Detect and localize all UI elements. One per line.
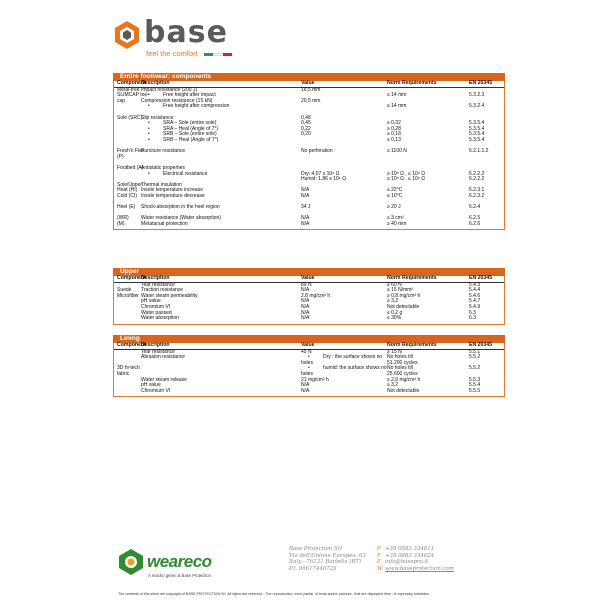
phone-number: +39 0883 334811: [385, 546, 435, 552]
table-cell: Footbed (A): [117, 164, 144, 171]
table-cell: 6.2.3.2: [469, 192, 485, 199]
column-header: Component: [117, 342, 146, 348]
table-cell: Traction resistance: [141, 287, 184, 294]
table-cell: 6.2.1.1.2: [469, 148, 489, 155]
table-cell: 5.5.5: [469, 387, 481, 394]
column-header: Norm Requirements: [387, 80, 437, 86]
table-cell: ≥ 40 mm: [387, 220, 407, 227]
table-cell: 6.2.6: [469, 220, 481, 227]
table-cell: Metal-free: [117, 86, 140, 93]
upper-table: [113, 276, 505, 325]
table-cell: ≥ 60 N: [387, 281, 402, 288]
table-cell: (WR): [117, 215, 129, 222]
column-header: Norm Requirements: [387, 342, 437, 348]
table-cell: 6.2.4: [469, 204, 481, 211]
email-label: E: [377, 559, 381, 566]
column-header: Value: [301, 342, 315, 348]
column-header: EN 20345: [469, 342, 493, 348]
table-cell: N/A: [301, 387, 310, 394]
table-cell: ≤ 10°C: [387, 192, 403, 199]
brand-tagline: feel the comfort: [146, 49, 198, 58]
base-logo: [113, 15, 233, 60]
table-cell: 45 N: [301, 348, 312, 355]
section-title: Lining: [113, 335, 505, 343]
table-cell: Compression resistance (15 kN): [141, 97, 213, 104]
table-cell: 5.3.5.4: [469, 136, 485, 143]
table-cell: ≥ 0,8 mg/cm² h: [387, 292, 421, 299]
table-cell: 20,5 mm: [301, 97, 321, 104]
table-cell: 5.3.5.4: [469, 131, 485, 138]
column-header: Description: [141, 80, 170, 86]
table-cell: No holes till: [387, 354, 413, 361]
table-cell: SLIMCAP toe-: [117, 92, 149, 99]
table-cell: 6.3: [469, 315, 476, 322]
table-cell: Tear resistance: [141, 348, 175, 355]
table-cell: Chromium VI: [141, 303, 171, 310]
table-cell: 34 J: [301, 204, 311, 211]
table-cell: (M): [117, 220, 125, 227]
table-cell: ≥ 15 N/mm²: [387, 287, 414, 294]
fax-label: F: [377, 552, 381, 559]
column-header: EN 20345: [469, 275, 493, 281]
company-name: Base Protection Srl: [289, 546, 342, 552]
table-cell: ≥ 14 mm: [387, 92, 407, 99]
table-cell: 6.2.2.2: [469, 176, 485, 183]
table-cell: pH value: [141, 382, 161, 389]
table-cell: Impact resistance (200 J): [141, 86, 198, 93]
table-cell: ≥ 15 N: [387, 348, 402, 355]
table-cell: 6.2.2.2: [469, 170, 485, 177]
column-header: Norm Requirements: [387, 275, 437, 281]
table-cell: ≥ 0,18: [387, 131, 401, 138]
table-cell: N/A: [301, 298, 310, 305]
table-cell: fabric: [117, 370, 130, 377]
table-cell: Sole (SRC): [117, 114, 143, 121]
table-cell: 5.3.2.3: [469, 92, 485, 99]
section-title: Upper: [113, 268, 505, 276]
section-lining: [113, 335, 505, 397]
table-cell: • Dry : the surface shows no: [323, 355, 382, 361]
table-cell: 5.4.4: [469, 287, 481, 294]
column-header: Value: [301, 275, 315, 281]
table-cell: 5.5.1: [469, 348, 481, 355]
table-cell: N/A: [301, 220, 310, 227]
company-vat: P.I. 06617440723: [289, 565, 337, 572]
table-cell: ≥ 10⁵ Ω , ≤ 10⁹ Ω: [387, 170, 426, 177]
table-cell: holes: [301, 370, 313, 377]
table-cell: Puncture resistance: [141, 148, 186, 155]
table-cell: 25.600 cycles: [387, 370, 418, 377]
table-cell: ≥ 10⁵ Ω , ≤ 10⁹ Ω: [387, 176, 426, 183]
table-cell: 16,5 mm: [301, 86, 321, 93]
table-cell: 5.3.5.4: [469, 125, 485, 132]
table-cell: 3D hi-tech: [117, 365, 140, 372]
table-row: [114, 316, 504, 322]
table-cell: 6.2.5: [469, 215, 481, 222]
table-cell: Cold (CI): [117, 192, 138, 199]
table-cell: Microfiber: [117, 292, 139, 299]
table-cell: N/A: [301, 303, 310, 310]
table-cell: Heat (HI): [117, 187, 138, 194]
table-cell: Water passed: [141, 309, 172, 316]
table-cell: 0,48: [301, 114, 311, 121]
table-cell: • Electrical resistance: [163, 172, 207, 178]
table-cell: Not detectable: [387, 387, 420, 394]
table-cell: ≥ 0,32: [387, 120, 401, 127]
table-cell: • SRB – Heal (Angle of 7°): [163, 138, 218, 144]
table-cell: ≥ 3,2: [387, 382, 399, 389]
table-cell: • SRA – Sole (entire sole): [163, 121, 216, 127]
table-cell: (P): [117, 153, 124, 160]
column-header: Description: [141, 275, 170, 281]
table-cell: N/A: [301, 315, 310, 322]
table-cell: N/A: [301, 382, 310, 389]
table-cell: 6.2.3.1: [469, 187, 485, 194]
table-cell: 6.3: [469, 309, 476, 316]
table-cell: ≤ 30%: [387, 315, 402, 322]
column-header: Component: [117, 80, 146, 86]
table-cell: 2,8 mg/cm² h: [301, 292, 331, 299]
hexagon-logo-icon: [113, 20, 141, 50]
table-cell: • SRA – Heal (Angle of 7°): [163, 127, 218, 133]
section-entire-footwear: [113, 73, 505, 230]
table-cell: holes: [301, 359, 313, 366]
column-header: Description: [141, 342, 170, 348]
table-cell: ≥ 0,13: [387, 136, 401, 143]
copyright-disclaimer: The contents of this sheet are copyright of BASE PROTECTION Srl. All rights are reserved - The reproduction, even partial, of texts and/or pictures , that are displayed here , is expressly forbidden: [118, 592, 429, 596]
table-cell: Abrasion resistance: [141, 354, 185, 361]
table-cell: ≤ 22°C: [387, 187, 403, 194]
table-cell: 5.4.6: [469, 292, 481, 299]
column-header: EN 20345: [469, 80, 493, 86]
table-cell: ≥ 3,2: [387, 298, 399, 305]
contact-details: [377, 546, 454, 572]
table-cell: cap: [117, 97, 126, 104]
table-cell: Shock-absorption in the heel region: [141, 204, 220, 211]
table-cell: ≤ 3 cm²: [387, 215, 404, 222]
table-cell: 5.5.2: [469, 365, 481, 372]
table-cell: Antistatic properties: [141, 164, 185, 171]
phone-label: P: [377, 546, 381, 552]
table-cell: 0,22: [301, 125, 311, 132]
weareco-logo: [118, 540, 228, 588]
table-cell: No perforation: [301, 148, 333, 155]
table-cell: Dry: 4,07 x 10⁵ Ω: [301, 170, 340, 177]
table-cell: Water steam release: [141, 376, 187, 383]
table-cell: 0,20: [301, 131, 311, 138]
table-cell: • humid: the surface shows no: [323, 366, 387, 372]
table-cell: ≥ 20 J: [387, 204, 401, 211]
table-cell: Water absorption: [141, 315, 179, 322]
email-link[interactable]: info@basepro.it: [385, 559, 429, 566]
section-upper: [113, 268, 505, 325]
table-cell: 21 mg/cm² h: [301, 376, 329, 383]
table-cell: Insole temperature decrease: [141, 192, 205, 199]
lining-table: [113, 343, 505, 397]
table-cell: Heel (E): [117, 204, 136, 211]
table-cell: 51.200 cycles: [387, 359, 418, 366]
table-cell: ≥ 14 mm: [387, 103, 407, 110]
brand-name: base: [144, 15, 228, 50]
table-cell: • Free height after compression: [163, 104, 229, 110]
table-cell: pH value: [141, 298, 161, 305]
italian-flag-icon: [204, 53, 232, 56]
table-cell: 5.5.2: [469, 354, 481, 361]
table-cell: N/A: [301, 309, 310, 316]
column-header: Value: [301, 80, 315, 86]
table-cell: 5.4.9: [469, 303, 481, 310]
table-cell: 89 N: [301, 281, 312, 288]
table-cell: 5.4.3: [469, 281, 481, 288]
table-cell: Water steam permeability: [141, 292, 198, 299]
table-row: [114, 222, 504, 228]
table-cell: Slip resistance: [141, 114, 174, 121]
web-label: W: [377, 565, 383, 572]
table-row: [114, 389, 504, 395]
table-cell: No holes till: [387, 365, 413, 372]
table-cell: ≤ 0,2 g: [387, 309, 403, 316]
table-cell: 5.5.3: [469, 376, 481, 383]
table-cell: Water resistance (Water absorption): [141, 215, 221, 222]
table-cell: ≥ 1100 N: [387, 148, 407, 155]
table-cell: Insole temperature increase: [141, 187, 203, 194]
table-cell: • SRB – Sole (entire sole): [163, 132, 217, 138]
weareco-name: weareco: [147, 552, 212, 571]
table-cell: Tear resistance: [141, 281, 175, 288]
table-cell: Suede: [117, 287, 132, 294]
table-cell: N/A: [301, 215, 310, 222]
table-cell: 0,45: [301, 120, 311, 127]
components-table: [113, 81, 505, 230]
table-cell: Metatarsal protection: [141, 220, 188, 227]
table-cell: Chromium VI: [141, 387, 171, 394]
column-header: Component: [117, 275, 146, 281]
leaf-hexagon-icon: [118, 548, 144, 576]
table-cell: N/A: [301, 192, 310, 199]
table-cell: N/A: [301, 187, 310, 194]
table-cell: Thermal insulation: [141, 181, 182, 188]
table-cell: ≥ 0,28: [387, 125, 401, 132]
table-cell: Humid: 1,86 x 10⁶ Ω: [301, 176, 346, 183]
section-title: Entire footwear: components: [113, 73, 505, 81]
fax-number: +39 0883 334824: [385, 552, 435, 559]
table-cell: N/A: [301, 287, 310, 294]
table-cell: Sole/Upper: [117, 181, 143, 188]
table-cell: 5.5.4: [469, 382, 481, 389]
table-cell: Fresh'n Flex: [117, 148, 145, 155]
company-address2: Italy - 76121 Barletta (BT): [289, 559, 362, 566]
website-link[interactable]: www.baseprotection.com: [385, 565, 454, 572]
table-cell: ≥ 2,0 mg/cm² h: [387, 376, 421, 383]
table-cell: 5.3.2.4: [469, 103, 485, 110]
company-contact: [289, 546, 366, 572]
table-cell: • Free height after impact: [163, 93, 216, 99]
table-cell: Not detectable: [387, 303, 420, 310]
table-cell: 5.4.7: [469, 298, 481, 305]
weareco-tagline: A reacho green & Base Protection: [148, 573, 212, 578]
company-address1: Via dell'Unione Europea, 63: [289, 552, 366, 559]
table-cell: 5.3.5.4: [469, 120, 485, 127]
